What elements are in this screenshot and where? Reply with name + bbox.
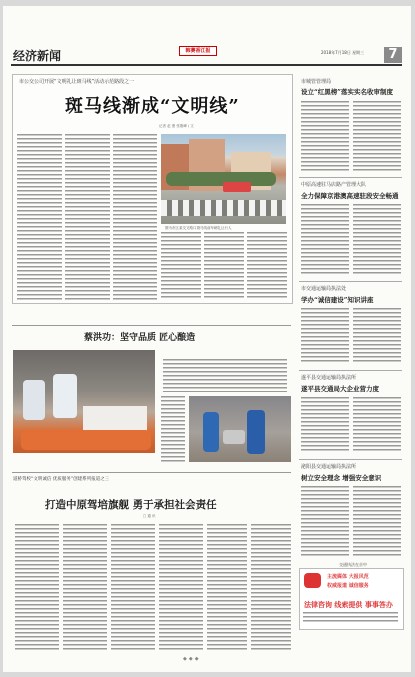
right-title-5: 树立安全理念 增强安全意识 [301,474,382,482]
bottom-byline: □ 通 讯 [143,514,156,518]
masthead-logo: 韩赛香江报 [179,46,217,56]
right-kicker-3: 市交通运输局执法处 [301,286,347,292]
lead-kicker: 市公交公司开展“文明礼让斑马线”活动示范路段之一 [19,79,135,85]
lead-text-col-4 [161,232,201,300]
right-kicker-5: 泌阳县交通运输局执法所 [301,464,357,470]
bottom-text-col-1 [15,524,59,652]
feature-divider [12,325,291,326]
bottom-text-col-4 [159,524,203,652]
right-text-3a [301,308,349,364]
right-title-2: 全力保障京港澳高速驻段安全畅通 [301,192,399,200]
bottom-text-col-2 [63,524,107,652]
feature-title: 蔡洪功：坚守品质 匠心酿造 [84,333,196,343]
header-rule [11,64,402,66]
lead-byline: 记者 赵 蕾 张刚峰 / 文 [159,124,194,128]
bottom-text-col-5 [207,524,247,652]
right-divider-3 [299,370,402,371]
right-divider-1 [299,177,402,178]
right-divider-2 [299,281,402,282]
right-text-5b [353,486,401,556]
right-text-5a [301,486,349,556]
lead-text-col-1 [17,134,62,300]
right-title-1: 设立“红黑榜”落实实名收审制度 [301,88,393,96]
lead-text-col-3 [113,134,157,300]
feature-caption-text [163,359,287,392]
lead-text-col-6 [247,232,287,300]
bottom-text-col-3 [111,524,155,652]
right-text-1a [301,101,349,171]
feature-side-text [161,396,185,462]
right-title-4: 遂平县交通局大企业营力度 [301,385,379,393]
right-text-2b [353,204,401,274]
ad-slogan: 法律咨询 线索提供 事事答办 [304,601,393,609]
right-text-2a [301,204,349,274]
factory-workers-photo [13,350,155,453]
right-text-4b [353,397,401,453]
photo-caption: 图为市区某交叉路口斑马线前车辆礼让行人 [165,226,232,230]
ad-contact-text [303,612,398,624]
right-kicker-1: 市城管管理局 [301,79,332,85]
phone-icon [304,573,321,588]
lead-text-col-5 [204,232,244,300]
right-text-1b [353,101,401,171]
right-text-4a [301,397,349,453]
bottom-kicker: 道桥驾校“文明诚信 优质服务”创建系列报道之三 [13,477,110,482]
dateline: 2018年7月18日 星期三 [321,50,365,55]
right-kicker-2: 中原高速驻马店路产管理大队 [301,182,367,188]
right-title-3: 学办“诚信建设”知识讲座 [301,296,374,304]
right-text-3b [353,308,401,364]
section-title: 经济新闻 [13,49,62,63]
lead-text-col-2 [65,134,110,300]
lead-title: 斑马线渐成“文明线” [65,96,240,117]
page-number: 7 [384,47,402,63]
ad-line-2: 权威报道 诚信服务 [327,583,369,589]
column-end-mark: 交通执法在京中 [339,562,367,567]
right-divider-4 [299,459,402,460]
newspaper-page [3,6,411,672]
ad-line-1: 主流媒体 大报风范 [327,574,369,580]
footer-ornament: ◆◆◆ [183,656,201,662]
bottom-divider [12,472,291,473]
bottom-text-col-6 [251,524,291,652]
bottom-title: 打造中原驾培旗舰 勇于承担社会责任 [45,499,217,511]
right-kicker-4: 遂平县交通运输局执法所 [301,375,357,381]
street-crosswalk-photo [161,134,286,224]
workers-blue-uniform-photo [189,396,291,462]
